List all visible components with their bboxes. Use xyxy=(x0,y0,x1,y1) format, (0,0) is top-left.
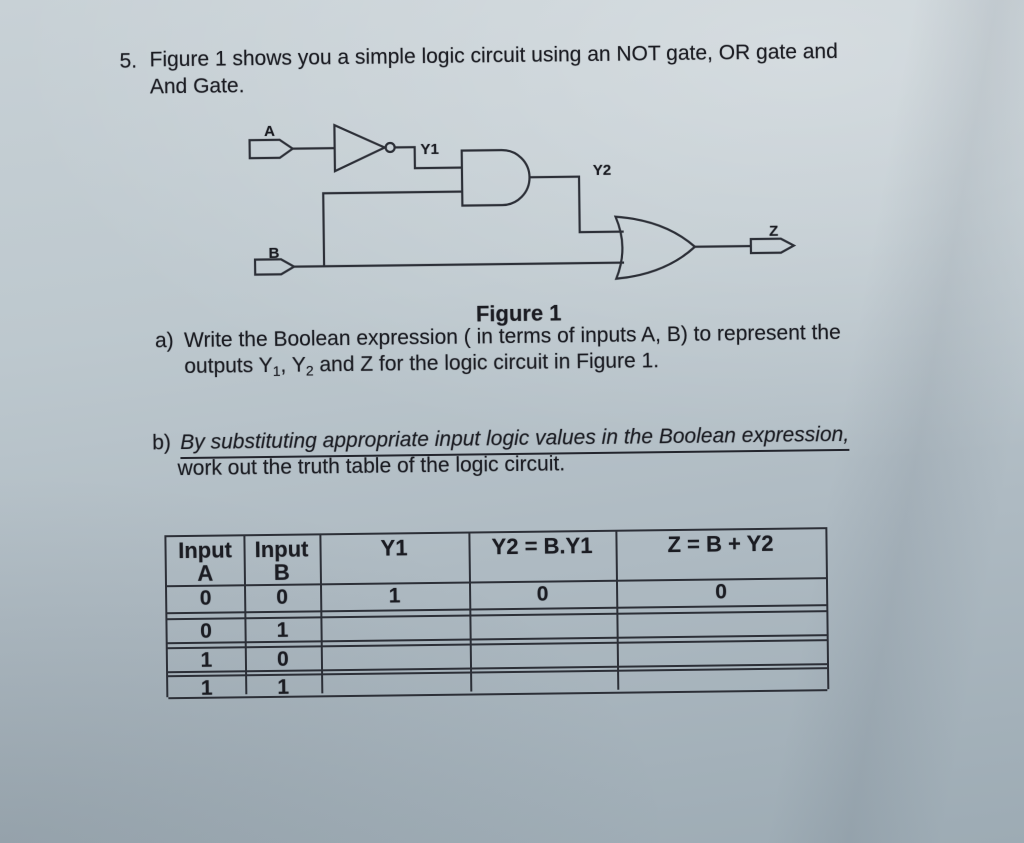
truth-table-cell: 0 xyxy=(276,585,289,609)
truth-table-cell: 0 xyxy=(276,647,289,671)
truth-table-cell: 1 xyxy=(200,648,213,672)
truth-table-header-cell xyxy=(319,534,469,584)
and-gate xyxy=(462,150,530,206)
truth-table-header-cell xyxy=(468,532,616,582)
wire-or-to-z xyxy=(695,246,751,247)
subscript: 1 xyxy=(272,362,281,379)
not-gate xyxy=(334,125,385,172)
header-text: Input xyxy=(254,536,309,563)
wire-b-to-or xyxy=(294,263,624,267)
label-y1: Y1 xyxy=(420,140,439,159)
truth-table-cell xyxy=(321,646,470,670)
truth-table-cell xyxy=(617,669,827,692)
input-terminal-a xyxy=(250,140,293,159)
truth-table-cell xyxy=(470,644,617,668)
question-a-label: a) xyxy=(154,329,174,353)
truth-table-header-cell xyxy=(166,536,244,585)
truth-table-cell: 0 xyxy=(200,619,213,643)
truth-table-cell: 1 xyxy=(276,618,289,642)
header-text: B xyxy=(273,559,290,585)
question-a-line2 xyxy=(184,349,659,380)
label-output-z: Z xyxy=(769,222,779,240)
truth-table-cell: 0 xyxy=(536,582,549,606)
truth-table-cell xyxy=(617,641,827,666)
question-a-line2-text: outputs Y xyxy=(184,353,273,378)
truth-table-cell: 0 xyxy=(715,580,728,604)
or-gate xyxy=(616,216,696,279)
label-input-a: A xyxy=(263,122,275,141)
truth-table xyxy=(164,527,829,700)
question-a-line1: Write the Boolean expression ( in terms of inputs A, B) to represent the xyxy=(183,320,841,353)
header-text: Input xyxy=(178,537,233,564)
question-b-line2: work out the truth table of the logic circuit. xyxy=(177,452,566,481)
wire-a-to-not xyxy=(293,148,335,149)
output-terminal-z xyxy=(751,239,794,254)
question-number: 5. xyxy=(119,49,138,73)
label-y2: Y2 xyxy=(592,161,612,179)
label-input-b: B xyxy=(268,244,280,262)
question-b-label: b) xyxy=(152,431,172,455)
truth-table-header-cell xyxy=(243,535,320,584)
header-text: Y2 = B.Y1 xyxy=(491,533,593,560)
subscript: 2 xyxy=(305,362,314,379)
header-text: Y1 xyxy=(380,535,408,561)
wire-b-branch-to-and xyxy=(323,192,463,267)
truth-table-cell xyxy=(320,617,469,641)
logic-circuit-figure xyxy=(226,101,828,308)
question-b-line1-underlined: By substituting appropriate input logic values in the Boolean expression, xyxy=(180,423,849,459)
question-a-line2-text: , Y xyxy=(280,353,306,377)
truth-table-cell: 0 xyxy=(199,586,212,610)
header-text: A xyxy=(197,560,214,586)
wire-y2-to-or xyxy=(530,176,624,233)
question-a-line2-text: and Z for the logic circuit in Figure 1. xyxy=(313,349,660,377)
truth-table-cell xyxy=(470,672,617,694)
truth-table-cell: 1 xyxy=(388,584,401,608)
truth-table-cell xyxy=(321,674,470,696)
table-row xyxy=(167,610,826,644)
truth-table-header-cell xyxy=(615,529,826,580)
figure-caption: Figure 1 xyxy=(475,300,562,327)
truth-table-cell xyxy=(469,615,616,639)
question-title-line1: Figure 1 shows you a simple logic circuit using an NOT gate, OR gate and xyxy=(149,39,838,72)
header-text: Z = B + Y2 xyxy=(667,530,774,558)
truth-table-cell: 1 xyxy=(200,676,213,700)
truth-table-header-row xyxy=(166,529,826,587)
truth-table-cell: 1 xyxy=(277,675,290,699)
question-title-line2: And Gate. xyxy=(149,74,245,99)
truth-table-cell xyxy=(616,612,826,637)
